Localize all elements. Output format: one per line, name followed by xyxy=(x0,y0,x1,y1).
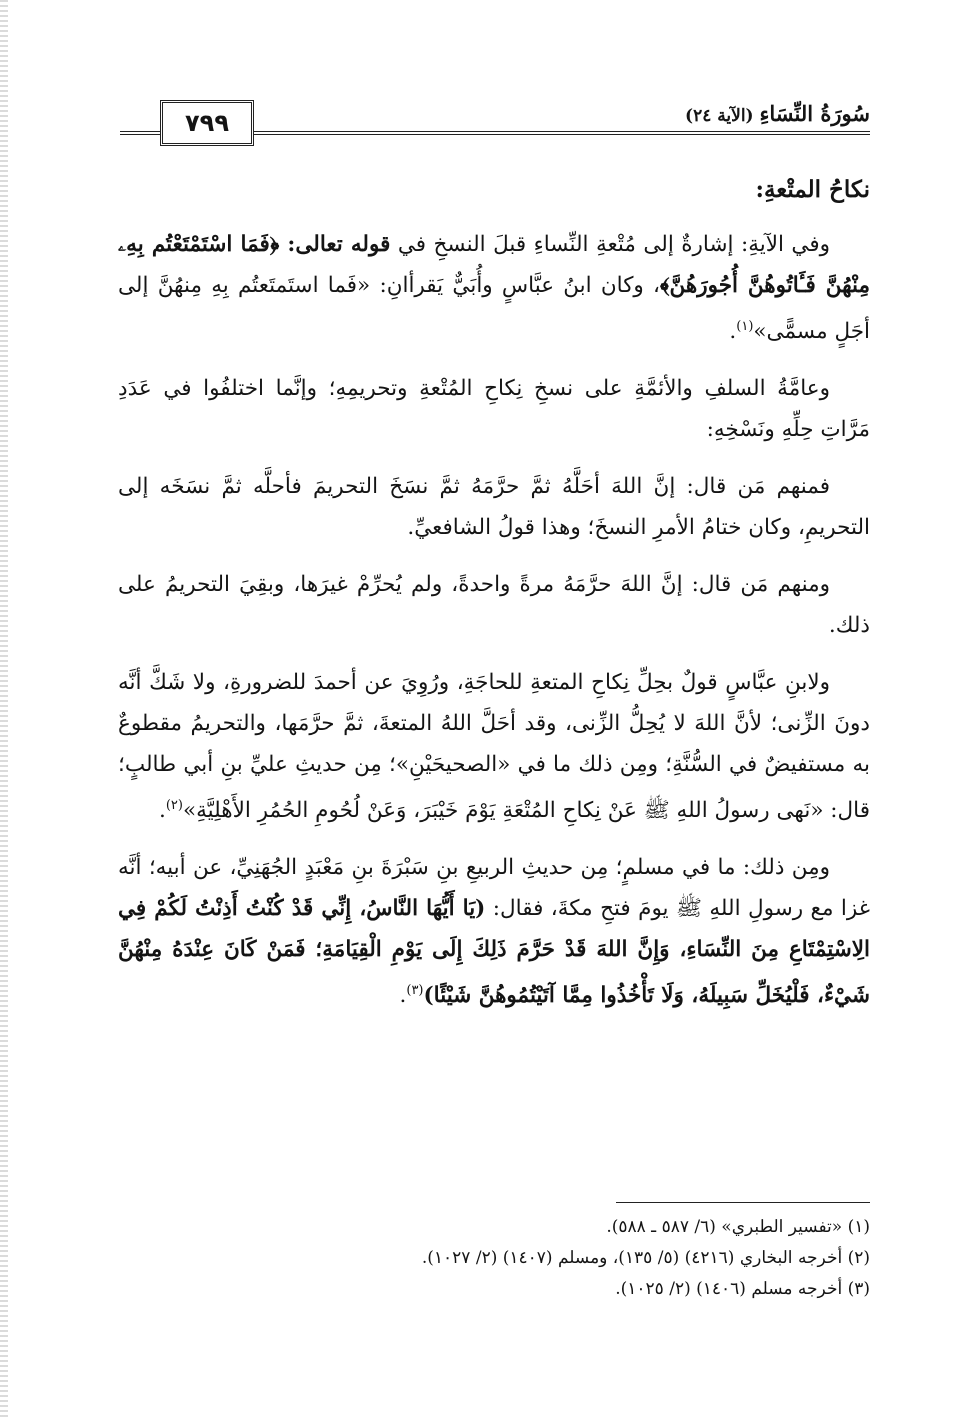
section-title: نكاحُ المتْعةِ: xyxy=(755,176,870,203)
paragraph-end: . xyxy=(399,983,407,1009)
paragraph-5 xyxy=(118,662,870,831)
footnotes xyxy=(118,1212,870,1305)
paragraph-text: ومِن ذلك: ما في مسلمٍ؛ مِن حديثِ الربيعِ بنِ سَبْرَةَ بنِ مَعْبَدٍ الجُهَنِيِّ، عن أبيه؛ أنَّه غزا مع رسولِ اللهِ ﷺ يومَ فتحِ مكةَ، فقال: xyxy=(118,855,870,922)
page-edge-scan-marks xyxy=(0,0,8,1417)
paragraph-2 xyxy=(118,368,870,450)
paragraph-end: . xyxy=(729,319,737,345)
footnote-marker: (١) xyxy=(736,319,754,334)
verse-label: (الآية ٢٤) xyxy=(685,106,754,126)
paragraph-text: فمنهم مَن قال: إنَّ اللهَ أحَلَّهُ ثمَّ حرَّمَهُ ثمَّ نسَخَ التحريمَ فأحلَّه ثمَّ نسَخَه إلى التحريمِ، وكان ختامُ الأمرِ النسخَ؛ وهذا قولُ الشافعيِّ. xyxy=(118,474,870,541)
paragraph-4 xyxy=(118,564,870,646)
footnote-3: (٣) أخرجه مسلم (١٤٠٦) (٢/ ١٠٢٥). xyxy=(615,1279,870,1299)
footnote-separator xyxy=(616,1202,870,1203)
footnote-marker: (٣) xyxy=(406,983,424,999)
footnote-1: (١) «تفسير الطبري» (٦/ ٥٨٧ ـ ٥٨٨). xyxy=(606,1217,870,1237)
paragraph-text: وفي الآيةِ: إشارةٌ إلى مُتْعةِ النِّساءِ قبلَ النسخِ في xyxy=(390,232,831,257)
footnote-2: (٢) أخرجه البخاري (٤٢١٦) (٥/ ١٣٥)، ومسلم (١٤٠٧) (٢/ ١٠٢٧). xyxy=(421,1248,870,1268)
surah-name: سُورَةُ النِّسَاءِ xyxy=(759,101,870,126)
paragraph-text: وعامَّةُ السلفِ والأئمَّةِ على نسخِ نِكاحِ المُتْعةِ وتحريمِهِ؛ وإنَّما اختلفُوا في عَدَدِ مَرَّاتِ حِلِّهِ ونَسْخِهِ: xyxy=(118,376,870,443)
paragraph-1 xyxy=(118,224,870,352)
paragraph-end: . xyxy=(158,798,166,824)
running-header xyxy=(120,100,870,150)
paragraph-text: ، وكان ابنُ عبَّاسٍ وأُبَيٌّ يَقرأانِ: «فَما استَمتَعتُم بِهِ مِنهُنَّ إلى أجَلٍ مسمًّى» xyxy=(118,273,870,345)
paragraph-6 xyxy=(118,847,870,1016)
hadith-quote: (يَا أَيُّهَا النَّاسُ، إِنِّي قَدْ كُنْتُ أَذِنْتُ لَكُمْ فِي الِاسْتِمْتَاعِ مِنَ النِّسَاءِ، وَإِنَّ اللهَ قَدْ حَرَّمَ ذَلِكَ إِلَى يَوْمِ الْقِيَامَةِ؛ فَمَنْ كَانَ عِنْدَهُ مِنْهُنَّ شَيْءٌ، فَلْيُخَلِّ سَبِيلَهُ، وَلَا تَأْخُذُوا مِمَّا آتَيْتُمُوهُنَّ شَيْئًا) xyxy=(118,896,870,1009)
paragraph-text: ومنهم مَن قال: إنَّ اللهَ حرَّمَهُ مرةً واحدةً، ولم يُحرِّمْ غيرَها، وبقِيَ التحريمُ على ذلك. xyxy=(118,572,870,639)
page-number: ٧٩٩ xyxy=(185,109,229,137)
main-text xyxy=(118,168,870,1032)
footnote-marker: (٢) xyxy=(165,798,183,814)
paragraph-text: ولابنِ عبَّاسٍ قولٌ بحِلِّ نِكاحِ المتعةِ للحاجَةِ، ورُوِيَ عن أحمدَ للضرورةِ، ولا شَكَّ أنَّه دونَ الزِّنى؛ لأنَّ اللهَ لا يُحِلُّ الزِّنى، وقد أحَلَّ اللهُ المتعةَ، ثمَّ حرَّمَها، والتحريمُ مقطوعٌ به مستفيضٌ في السُّنَّةِ؛ ومِن ذلك ما في «الصحيحَيْنِ»؛ مِن حديثِ عليِّ بنِ أبي طالبٍ؛ قال: «نَهى رسولُ اللهِ ﷺ عَنْ نِكاحِ المُتْعَةِ يَوْمَ خَيْبَرَ، وَعَنْ لُحُومِ الحُمُرِ الأَهْلِيَّةِ» xyxy=(118,670,870,824)
surah-header xyxy=(671,100,870,130)
paragraph-3 xyxy=(118,466,870,548)
page-number-box xyxy=(160,100,254,146)
quran-verse: قوله تعالى: ﴿فَمَا اسْتَمْتَعْتُم بِهِۦ مِنْهُنَّ فَـَٔاتُوهُنَّ أُجُورَهُنَّ﴾ xyxy=(118,232,871,298)
